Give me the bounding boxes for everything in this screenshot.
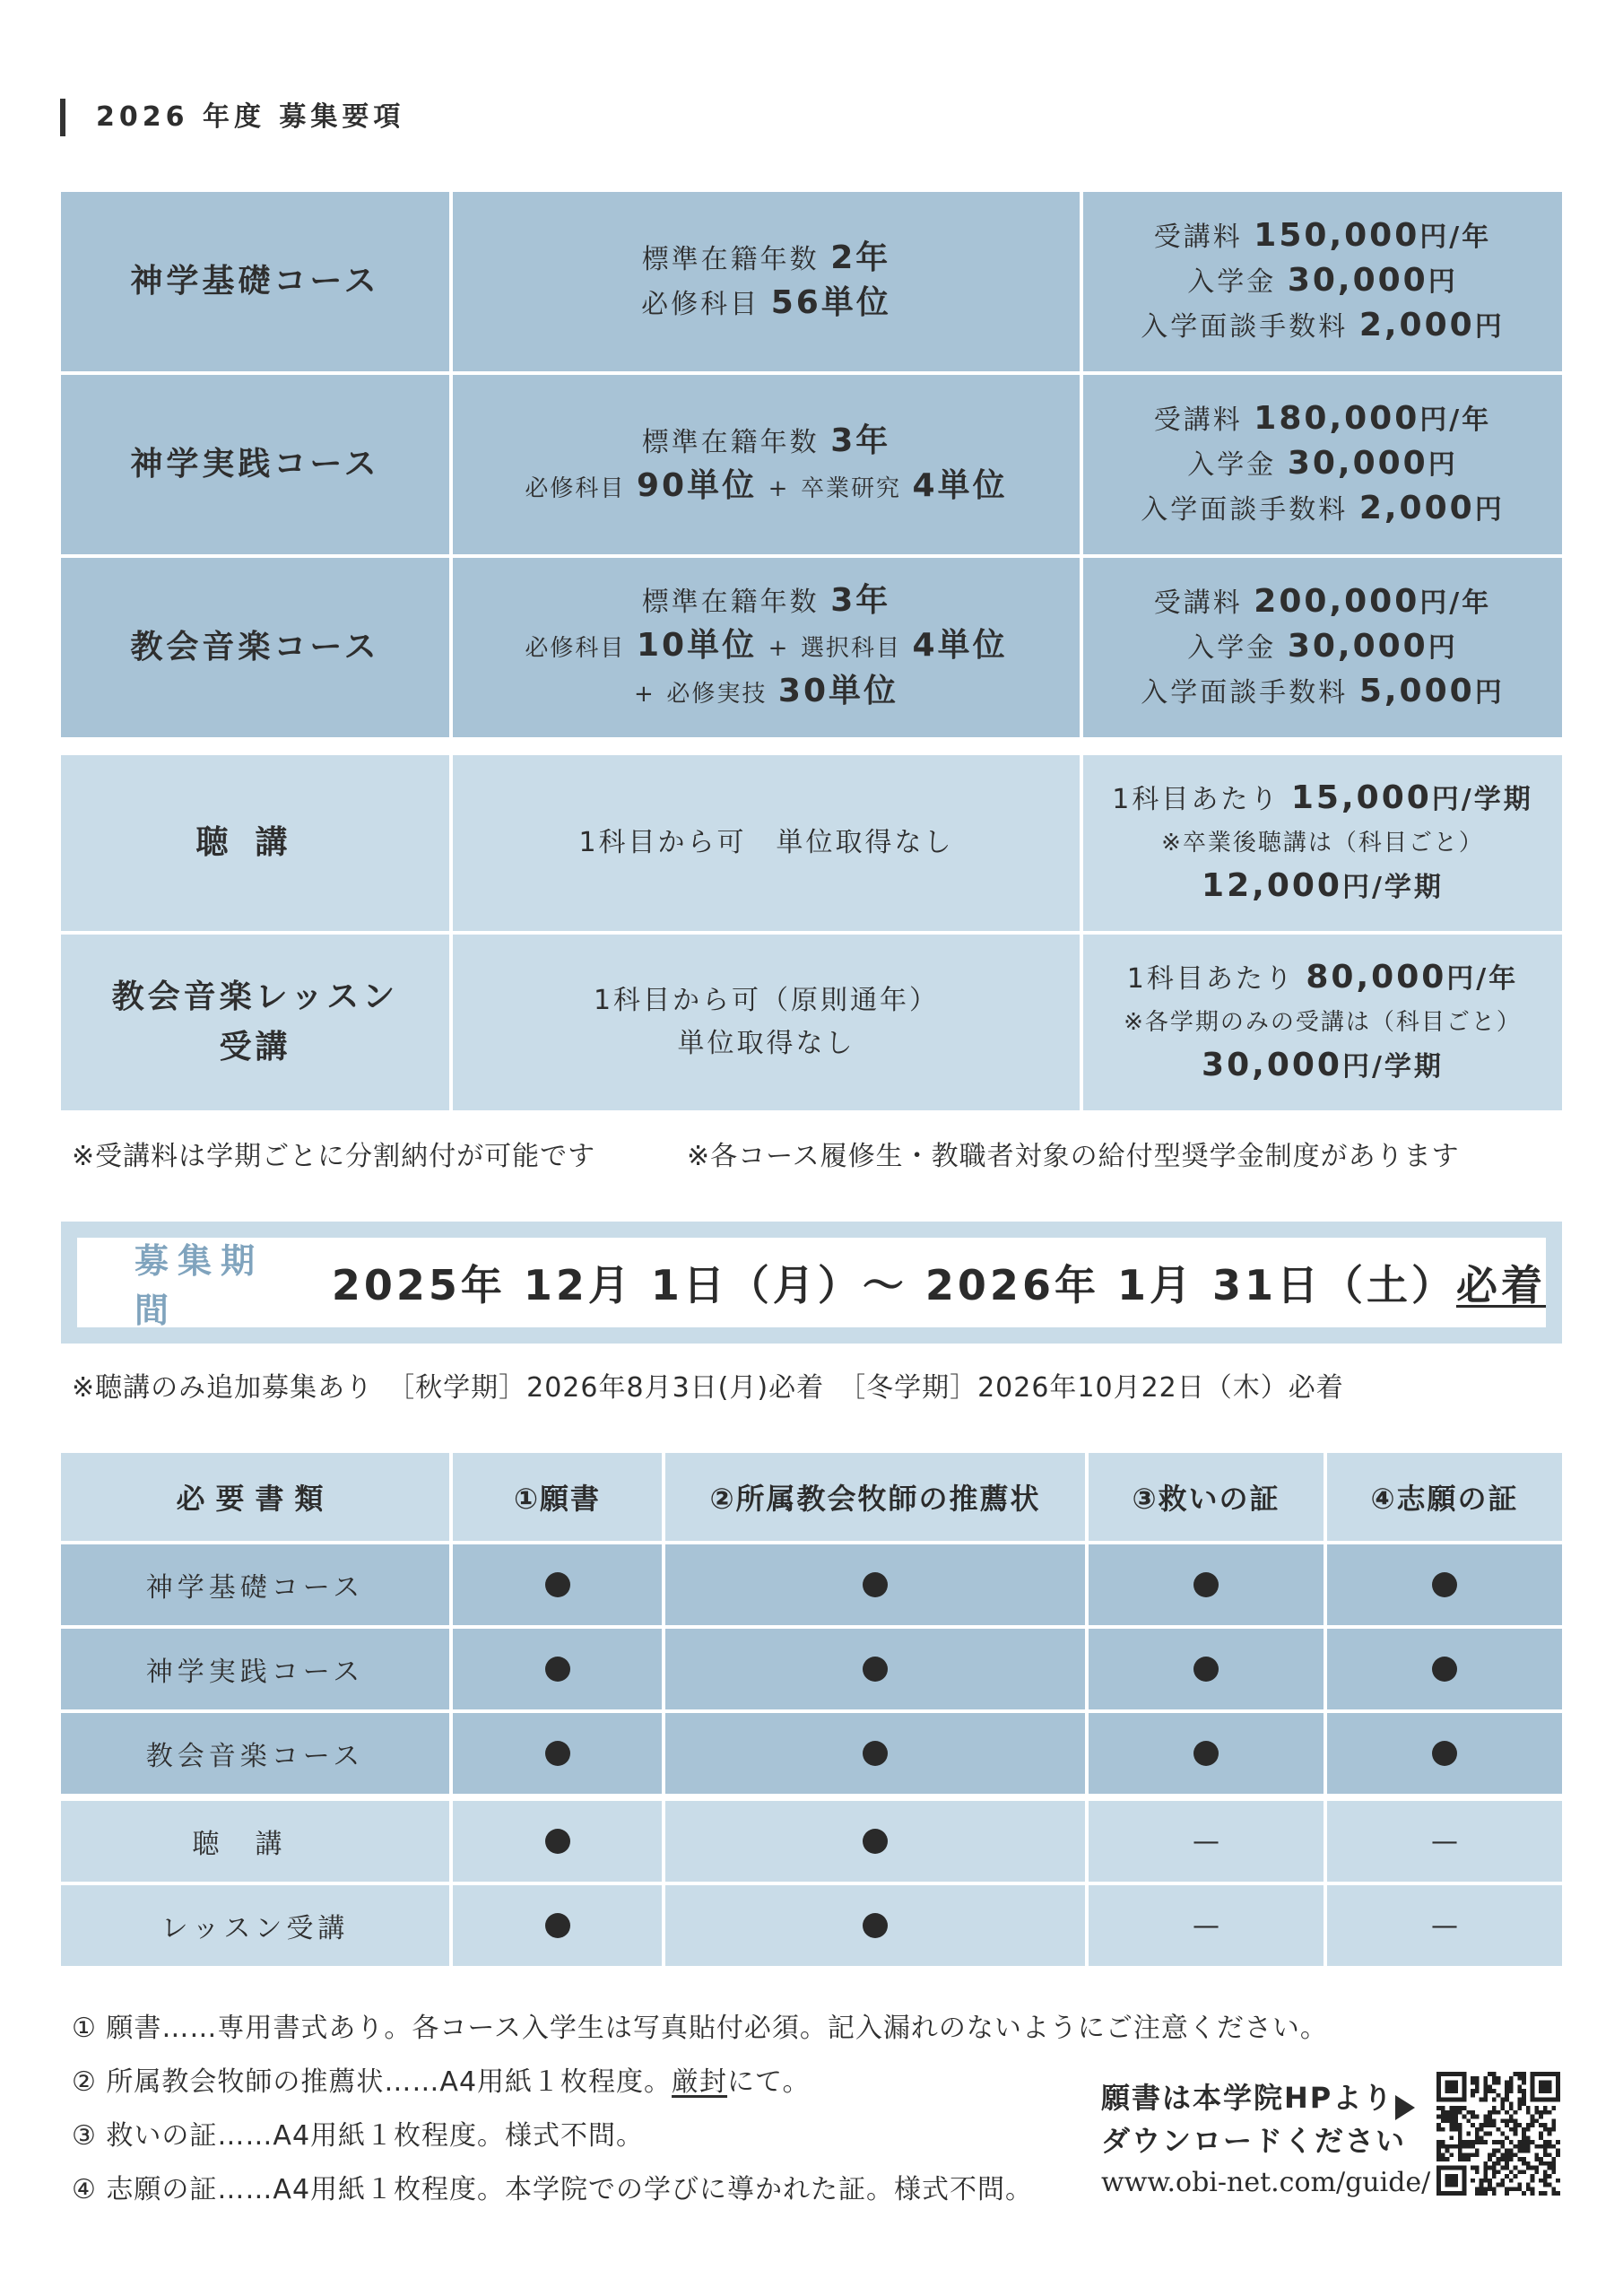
required-dot-icon — [545, 1913, 570, 1938]
required-dot-icon — [863, 1572, 888, 1597]
arrow-right-icon — [1395, 2095, 1415, 2120]
required2-label: 選択科目 — [800, 635, 901, 662]
required-dot-icon — [1432, 1657, 1457, 1682]
years-label: 標準在籍年数 — [641, 587, 820, 618]
scholarship-note: ※各コース履修生・教職者対象の給付型奨学金制度があります — [687, 1141, 1460, 1172]
plus-sign: + — [633, 681, 655, 708]
lesson-fee-label: 1科目あたり — [1126, 963, 1295, 995]
required2-value: 4単位 — [912, 627, 1008, 664]
required-dot-icon — [545, 1741, 570, 1766]
required-dot-icon — [863, 1829, 888, 1854]
years-label: 標準在籍年数 — [641, 244, 820, 275]
installment-note: ※受講料は学期ごとに分割納付が可能です — [72, 1141, 596, 1172]
required-label: 必修科目 — [525, 635, 626, 662]
audit-name-cell — [61, 755, 449, 931]
documents-mark-cell — [453, 1713, 662, 1794]
course-row — [61, 192, 1562, 371]
interview-value: 2,000 — [1358, 490, 1475, 526]
entry-unit: 円 — [1428, 632, 1458, 664]
course-table — [61, 192, 1562, 1134]
required3-value: 30単位 — [777, 673, 898, 709]
entry-unit: 円 — [1428, 266, 1458, 298]
fee-label: 受講料 — [1153, 222, 1243, 253]
fee-unit: 円/年 — [1419, 222, 1492, 253]
documents-row — [61, 1629, 1562, 1709]
course-row — [61, 375, 1562, 554]
required-label: 必修科目 — [641, 289, 760, 320]
course-row — [61, 558, 1562, 737]
lesson-name-cell — [61, 935, 449, 1110]
not-required-dash: — — [1193, 1909, 1219, 1942]
required-dot-icon — [545, 1829, 570, 1854]
download-cta-line1: 願書は本学院HPより — [1101, 2081, 1394, 2115]
documents-row-name-cell — [61, 1801, 449, 1882]
documents-mark-cell — [665, 1713, 1085, 1794]
documents-table — [61, 1453, 1562, 1970]
documents-mark-cell — [1089, 1801, 1324, 1882]
plus-sign: + — [768, 635, 790, 662]
course-name-cell — [61, 192, 449, 371]
course-name: 神学実践コース — [130, 446, 380, 483]
audit-fee-cell — [1083, 755, 1562, 931]
doc-col-calling: ④志願の証 — [1327, 1453, 1562, 1541]
period-label: 募集期間 — [135, 1241, 265, 1330]
course-fee-cell — [1083, 192, 1562, 371]
required-dot-icon — [863, 1657, 888, 1682]
documents-row — [61, 1713, 1562, 1794]
entry-label: 入学金 — [1187, 632, 1277, 664]
documents-row-name-cell — [61, 1885, 449, 1966]
required2-label: 卒業研究 — [800, 474, 901, 502]
lesson-fee-unit: 円/年 — [1446, 963, 1519, 995]
years-label: 標準在籍年数 — [641, 426, 820, 458]
audit-desc: 1科目から可 単位取得なし — [578, 827, 954, 858]
interview-value: 2,000 — [1358, 307, 1475, 344]
documents-row — [61, 1801, 1562, 1882]
interview-unit: 円 — [1474, 311, 1505, 343]
documents-mark-cell — [1327, 1801, 1562, 1882]
years-value: 2年 — [830, 239, 891, 276]
lesson-desc1: 1科目から可（原則通年） — [593, 985, 940, 1016]
documents-mark-cell — [453, 1544, 662, 1625]
interview-label: 入学面談手数料 — [1141, 677, 1349, 709]
documents-row — [61, 1544, 1562, 1625]
entry-value: 30,000 — [1287, 262, 1428, 299]
required-dot-icon — [545, 1572, 570, 1597]
interview-label: 入学面談手数料 — [1141, 311, 1349, 343]
lesson-fee2-unit: 円/学期 — [1341, 1051, 1444, 1083]
course-fee-cell — [1083, 375, 1562, 554]
entry-label: 入学金 — [1187, 449, 1277, 481]
course-duration-cell — [453, 558, 1080, 737]
course-duration-cell — [453, 375, 1080, 554]
footnote-calling: ④ 志願の証……A4用紙１枚程度。本学院での学びに導かれた証。様式不問。 — [72, 2174, 1034, 2205]
documents-header-row — [61, 1453, 1562, 1541]
documents-mark-cell — [1327, 1544, 1562, 1625]
documents-mark-cell — [1089, 1544, 1324, 1625]
documents-mark-cell — [453, 1801, 662, 1882]
required-label: 必修科目 — [525, 474, 626, 502]
footnote-salvation: ③ 救いの証……A4用紙１枚程度。様式不問。 — [72, 2120, 645, 2152]
entry-value: 30,000 — [1287, 628, 1428, 665]
lesson-fee-cell — [1083, 935, 1562, 1110]
fee-value: 200,000 — [1254, 583, 1420, 620]
required-dot-icon — [545, 1657, 570, 1682]
documents-row-name: 神学基礎コース — [145, 1572, 365, 1604]
plus-sign: + — [768, 474, 790, 502]
audit-name: 聴講 — [195, 824, 315, 861]
documents-mark-cell — [1089, 1629, 1324, 1709]
years-value: 3年 — [830, 422, 891, 459]
application-period-box — [61, 1222, 1562, 1344]
documents-mark-cell — [1327, 1885, 1562, 1966]
download-cta-line2: ダウンロードください — [1101, 2124, 1407, 2158]
fee-label: 受講料 — [1153, 404, 1243, 436]
arrival-deadline: 必着 — [1456, 1261, 1546, 1309]
lesson-fee2-value: 30,000 — [1202, 1047, 1342, 1083]
required-dot-icon — [1193, 1741, 1219, 1766]
doc-col-recommendation: ②所属教会牧師の推薦状 — [665, 1453, 1085, 1541]
interview-unit: 円 — [1474, 677, 1505, 709]
lesson-name-line2: 受講 — [219, 1029, 291, 1065]
audit-fee2-value: 12,000 — [1202, 867, 1342, 904]
documents-mark-cell — [1327, 1629, 1562, 1709]
lesson-row — [61, 935, 1562, 1110]
required-dot-icon — [1193, 1657, 1219, 1682]
lesson-desc-cell — [453, 935, 1080, 1110]
guide-url-link[interactable]: www.obi-net.com/guide/ — [1101, 2167, 1431, 2198]
documents-mark-cell — [665, 1885, 1085, 1966]
required-dot-icon — [863, 1741, 888, 1766]
audit-fee2-unit: 円/学期 — [1341, 872, 1444, 903]
required3-label: 必修実技 — [666, 681, 768, 708]
documents-row-name: 聴講 — [192, 1829, 318, 1860]
documents-row — [61, 1885, 1562, 1966]
qr-code-icon[interactable] — [1436, 2072, 1560, 2196]
lesson-fee-value: 80,000 — [1306, 959, 1447, 996]
documents-row-name-cell — [61, 1629, 449, 1709]
entry-value: 30,000 — [1287, 445, 1428, 482]
course-fee-cell — [1083, 558, 1562, 737]
lesson-note: ※各学期のみの受講は（科目ごと） — [1124, 1009, 1522, 1036]
required2-value: 4単位 — [912, 466, 1008, 504]
audit-note: ※卒業後聴講は（科目ごと） — [1161, 830, 1484, 857]
documents-title: 必要書類 — [61, 1453, 449, 1541]
required-dot-icon — [1432, 1572, 1457, 1597]
required-dot-icon — [863, 1913, 888, 1938]
footnote-recommendation: ② 所属教会牧師の推薦状……A4用紙１枚程度。厳封にて。 — [72, 2066, 811, 2098]
doc-col-application: ①願書 — [453, 1453, 662, 1541]
fee-unit: 円/年 — [1419, 587, 1492, 619]
documents-mark-cell — [665, 1801, 1085, 1882]
documents-mark-cell — [1089, 1713, 1324, 1794]
documents-row-name: 教会音楽コース — [145, 1741, 365, 1772]
entry-unit: 円 — [1428, 449, 1458, 481]
documents-row-name-cell — [61, 1544, 449, 1625]
not-required-dash: — — [1431, 1825, 1458, 1857]
documents-mark-cell — [1327, 1713, 1562, 1794]
course-duration-cell — [453, 192, 1080, 371]
audit-row — [61, 755, 1562, 931]
interview-label: 入学面談手数料 — [1141, 494, 1349, 526]
documents-row-name-cell — [61, 1713, 449, 1794]
interview-value: 5,000 — [1358, 673, 1475, 709]
lesson-desc2: 単位取得なし — [677, 1028, 855, 1059]
course-name: 教会音楽コース — [130, 629, 380, 665]
entry-label: 入学金 — [1187, 266, 1277, 298]
fee-unit: 円/年 — [1419, 404, 1492, 436]
course-name-cell — [61, 558, 449, 737]
documents-mark-cell — [453, 1885, 662, 1966]
documents-row-name: 神学実践コース — [145, 1657, 365, 1688]
years-value: 3年 — [830, 582, 891, 619]
course-name: 神学基礎コース — [130, 263, 380, 300]
fee-value: 180,000 — [1254, 400, 1420, 437]
period-date: 2025年 12月 1日（月）〜 2026年 1月 31日（土）必着 — [331, 1261, 1546, 1309]
interview-unit: 円 — [1474, 494, 1505, 526]
not-required-dash: — — [1193, 1825, 1219, 1857]
documents-mark-cell — [1089, 1885, 1324, 1966]
required-value: 90単位 — [636, 466, 758, 504]
required-value: 56単位 — [770, 284, 891, 321]
doc-col-salvation: ③救いの証 — [1089, 1453, 1324, 1541]
audit-desc-cell — [453, 755, 1080, 931]
lesson-name-line1: 教会音楽レッスン — [111, 978, 399, 1015]
documents-mark-cell — [665, 1629, 1085, 1709]
fee-label: 受講料 — [1153, 587, 1243, 619]
page-heading: 2026 年度 募集要項 — [60, 99, 404, 136]
audit-fee-label: 1科目あたり — [1112, 784, 1280, 815]
required-value: 10単位 — [636, 627, 758, 664]
audit-fee-unit: 円/学期 — [1431, 784, 1533, 815]
documents-mark-cell — [665, 1544, 1085, 1625]
course-name-cell — [61, 375, 449, 554]
audit-fee-value: 15,000 — [1290, 779, 1432, 816]
footnote-application: ① 願書……専用書式あり。各コース入学生は写真貼付必須。記入漏れのないようにご注意ください。 — [72, 2013, 1328, 2044]
documents-row-name: レッスン受講 — [161, 1913, 350, 1944]
required-dot-icon — [1432, 1741, 1457, 1766]
not-required-dash: — — [1431, 1909, 1458, 1942]
extra-recruitment-note: ※聴講のみ追加募集あり ［秋学期］2026年8月3日(月)必着 ［冬学期］2026年10月22日（木）必着 — [72, 1372, 1344, 1404]
required-dot-icon — [1193, 1572, 1219, 1597]
documents-mark-cell — [453, 1629, 662, 1709]
fee-value: 150,000 — [1254, 217, 1420, 254]
